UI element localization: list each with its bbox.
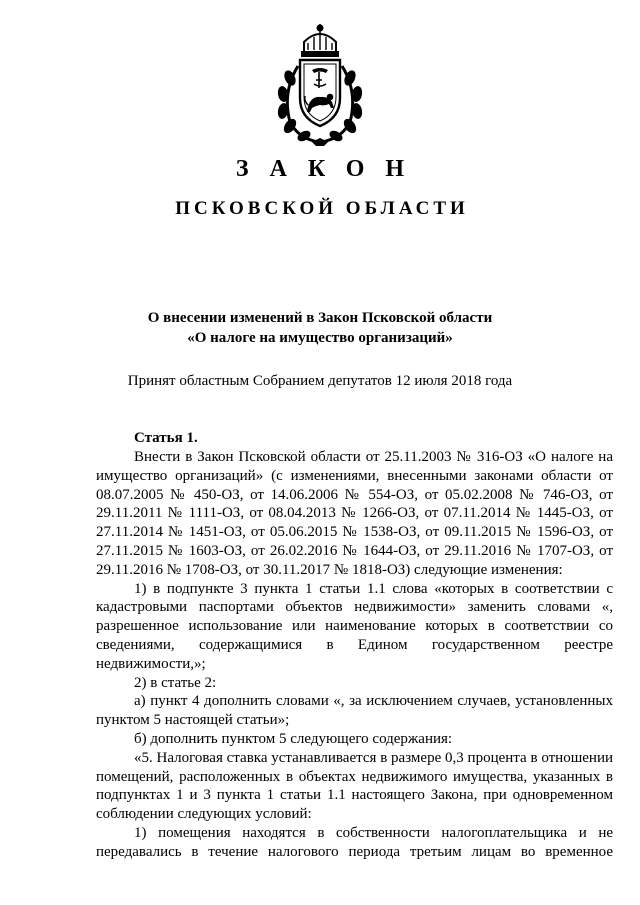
document-title: ЗАКОН [235, 156, 426, 182]
article-paragraph: а) пункт 4 дополнить словами «, за исключением случаев, установленных пунктом 5 настоящей статьи»; [96, 693, 613, 729]
law-subject [80, 308, 560, 348]
pskov-coat-of-arms-emblem [268, 22, 372, 148]
article-paragraph: б) дополнить пунктом 5 следующего содержания: [134, 730, 453, 747]
article-heading: Статья 1. [134, 430, 198, 446]
article-paragraph: 1) помещения находятся в собственности налогоплательщика и не передавались в течение налогового периода третьим лицам во временное [96, 824, 613, 860]
crown-icon [301, 24, 339, 57]
law-subject-line: «О налоге на имущество организаций» [187, 330, 453, 346]
region-name: ПСКОВСКОЙ ОБЛАСТИ [175, 198, 469, 219]
adoption-date-line: Принят областным Собранием депутатов 12 июля 2018 года [127, 373, 513, 389]
article-paragraph: 1) в подпункте 3 пункта 1 статьи 1.1 слова «которых в соответствии с кадастровыми паспортами объектов недвижимости» заменить словами «, разрешенное использование или наименование которых в соответствии со сведениями, содержащимися в Едином государственном реестре недвижимости,»; [96, 580, 613, 672]
law-subject-line: О внесении изменений в Закон Псковской области [147, 310, 493, 326]
article-paragraph: «5. Налоговая ставка устанавливается в размере 0,3 процента в отношении помещений, расположенных в объектах недвижимого имущества, указанных в подпунктах 1 и 3 пункта 1 статьи 1.1 настоящего Закона, при одновременном соблюдении следующих условий: [96, 749, 613, 823]
article-paragraph: 2) в статье 2: [134, 674, 217, 691]
article-body [96, 448, 613, 862]
article-paragraph: Внести в Закон Псковской области от 25.11.2003 № 316-ОЗ «О налоге на имущество организаций» (с изменениями, внесенными законами области от 08.07.2005 № 450-ОЗ, от 14.06.2006 № 554-ОЗ, от 05.02.2008 № 746-ОЗ, от 29.11.2011 № 1111-ОЗ, от 08.04.2013 № 1266-ОЗ, от 07.11.2014 № 1445-ОЗ, от 27.11.2014 № 1451-ОЗ, от 05.06.2015 № 1538-ОЗ, от 09.11.2015 № 1596-ОЗ, от 27.11.2015 № 1603-ОЗ, от 26.02.2016 № 1644-ОЗ, от 29.11.2016 № 1707-ОЗ, от 29.11.2016 № 1708-ОЗ, от 30.11.2017 № 1818-ОЗ) следующие изменения: [96, 449, 613, 578]
